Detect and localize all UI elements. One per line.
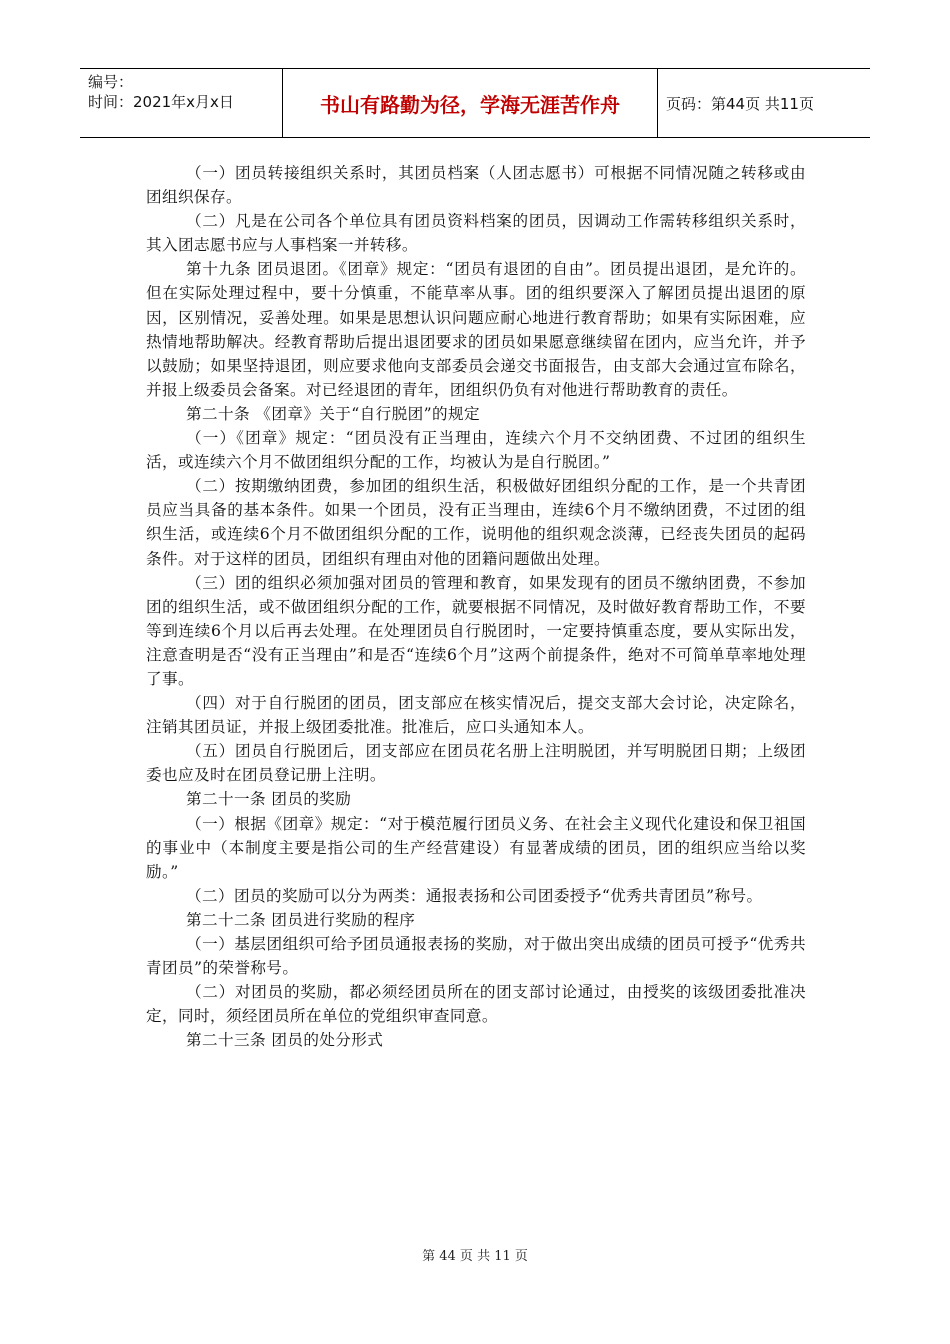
number-label: 编号： [88, 73, 134, 91]
paragraph: （一）根据《团章》规定：“对于模范履行团员义务、在社会主义现代化建设和保卫祖国的事业中（本制度主要是指公司的生产经营建设）有显著成绩的团员，团的组织应当给以奖励。” [146, 814, 806, 881]
header-page-info: 页码：第44页 共11页 [666, 94, 814, 113]
paragraph: （二）团员的奖励可以分为两类：通报表扬和公司团委授予“优秀共青团员”称号。 [186, 886, 763, 905]
paragraph: （二）凡是在公司各个单位具有团员资料档案的团员，因调动工作需转移组织关系时，其入团志愿书应与人事档案一并转移。 [146, 212, 806, 255]
paragraph: （一）基层团组织可给予团员通报表扬的奖励，对于做出突出成绩的团员可授予“优秀共青团员”的荣誉称号。 [146, 935, 806, 978]
header-motto: 书山有路勤为径，学海无涯苦作舟 [283, 69, 658, 137]
section-heading: 第二十三条 团员的处分形式 [186, 1031, 384, 1050]
paragraph: （二）对团员的奖励，都必须经团员所在的团支部讨论通过，由授奖的该级团委批准决定，同时，须经团员所在单位的党组织审查同意。 [146, 983, 806, 1026]
paragraph: （五）团员自行脱团后，团支部应在团员花名册上注明脱团，并写明脱团日期；上级团委也应及时在团员登记册上注明。 [146, 742, 806, 785]
paragraph: （三）团的组织必须加强对团员的管理和教育，如果发现有的团员不缴纳团费，不参加团的组织生活，或不做团组织分配的工作，就要根据不同情况，及时做好教育帮助工作，不要等到连续6个月以后再去处理。在处理团员自行脱团时，一定要持慎重态度，要从实际出发，注意查明是否“没有正当理由”和是否“连续6个月”这两个前提条件，绝对不可简单草率地处理了事。 [146, 573, 806, 688]
section-heading: 第二十条 《团章》关于“自行脱团”的规定 [186, 404, 480, 423]
paragraph: （二）按期缴纳团费，参加团的组织生活，积极做好团组织分配的工作，是一个共青团员应当具备的基本条件。如果一个团员，没有正当理由，连续6个月不缴纳团费，不过团的组织生活，或连续6个月不做团组织分配的工作，说明他的组织观念淡薄，已经丧失团员的起码条件。对于这样的团员，团组织有理由对他的团籍问题做出处理。 [146, 477, 806, 568]
time-label: 时间：2021年x月x日 [88, 93, 234, 111]
section-heading: 第二十一条 团员的奖励 [186, 790, 352, 809]
header-left-cell [80, 69, 283, 137]
paragraph: （一）团员转接组织关系时，其团员档案（人团志愿书）可根据不同情况随之转移或由团组织保存。 [146, 164, 806, 207]
paragraph: 第十九条 团员退团。《团章》规定：“团员有退团的自由”。团员提出退团，是允许的。但在实际处理过程中，要十分慎重，不能草率从事。团的组织要深入了解团员提出退团的原因，区别情况，妥善处理。如果是思想认识问题应耐心地进行教育帮助；如果有实际困难，应热情地帮助解决。经教育帮助后提出退团要求的团员如果愿意继续留在团内，应当允许，并予以鼓励；如果坚持退团，则应要求他向支部委员会递交书面报告，由支部大会通过宣布除名，并报上级委员会备案。对已经退团的青年，团组织仍负有对他进行帮助教育的责任。 [146, 260, 806, 399]
page-footer: 第 44 页 共 11 页 [422, 1249, 528, 1264]
paragraph: （一）《团章》规定：“团员没有正当理由，连续六个月不交纳团费、不过团的组织生活，或连续六个月不做团组织分配的工作，均被认为是自行脱团。” [146, 429, 806, 472]
header-table [80, 68, 870, 138]
document-body [146, 161, 806, 1052]
paragraph: （四）对于自行脱团的团员，团支部应在核实情况后，提交支部大会讨论，决定除名，注销其团员证，并报上级团委批准。批准后，应口头通知本人。 [146, 694, 806, 737]
section-heading: 第二十二条 团员进行奖励的程序 [186, 910, 416, 929]
